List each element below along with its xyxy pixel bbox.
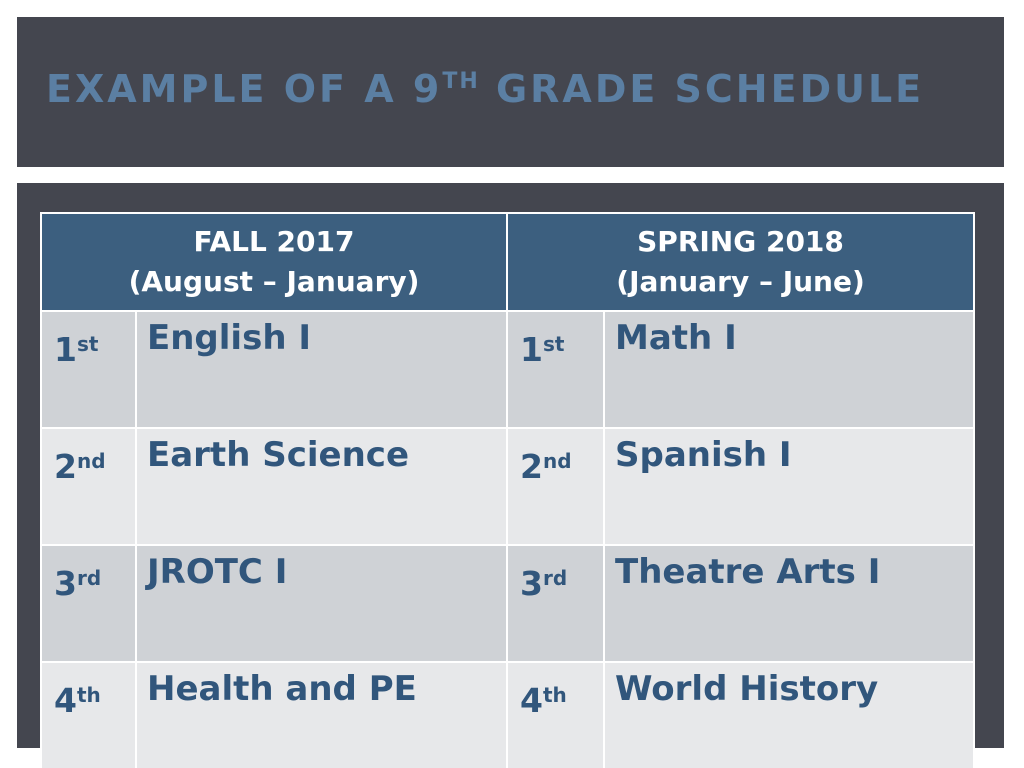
fall-course: Earth Science	[136, 428, 507, 545]
period-number: 1	[520, 330, 543, 369]
title-superscript: TH	[442, 69, 480, 94]
fall-semester-header	[41, 213, 507, 311]
period-number: 2	[54, 447, 77, 486]
spring-semester-range: (January – June)	[616, 265, 865, 298]
period-row-4	[41, 662, 974, 768]
fall-period-label	[41, 545, 136, 662]
period-suffix: st	[76, 332, 99, 356]
period-suffix: th	[542, 683, 567, 707]
spring-course: World History	[604, 662, 974, 768]
spring-course: Theatre Arts I	[604, 545, 974, 662]
spring-course: Spanish I	[604, 428, 974, 545]
period-suffix: st	[542, 332, 565, 356]
period-number: 3	[54, 564, 77, 603]
fall-course: JROTC I	[136, 545, 507, 662]
period-number: 1	[54, 330, 77, 369]
period-row-1	[41, 311, 974, 428]
fall-period-label	[41, 428, 136, 545]
fall-period-label	[41, 662, 136, 768]
period-suffix: rd	[542, 566, 568, 590]
spring-period-label	[507, 545, 604, 662]
spring-period-label	[507, 311, 604, 428]
period-suffix: nd	[76, 449, 106, 473]
schedule-table	[40, 212, 975, 768]
fall-semester-name: FALL 2017	[193, 225, 355, 258]
slide-title	[46, 64, 924, 114]
spring-period-label	[507, 428, 604, 545]
spring-semester-header	[507, 213, 974, 311]
period-suffix: rd	[76, 566, 102, 590]
period-row-3	[41, 545, 974, 662]
title-prefix: EXAMPLE OF A 9	[46, 67, 443, 111]
spring-semester-name: SPRING 2018	[637, 225, 844, 258]
period-suffix: th	[76, 683, 101, 707]
fall-semester-range: (August – January)	[128, 265, 420, 298]
fall-course: English I	[136, 311, 507, 428]
period-number: 2	[520, 447, 543, 486]
spring-course: Math I	[604, 311, 974, 428]
period-number: 4	[54, 681, 77, 720]
period-number: 3	[520, 564, 543, 603]
period-number: 4	[520, 681, 543, 720]
fall-course: Health and PE	[136, 662, 507, 768]
fall-period-label	[41, 311, 136, 428]
spring-period-label	[507, 662, 604, 768]
semester-header-row	[41, 213, 974, 311]
period-row-2	[41, 428, 974, 545]
title-suffix: GRADE SCHEDULE	[479, 67, 925, 111]
period-suffix: nd	[542, 449, 572, 473]
